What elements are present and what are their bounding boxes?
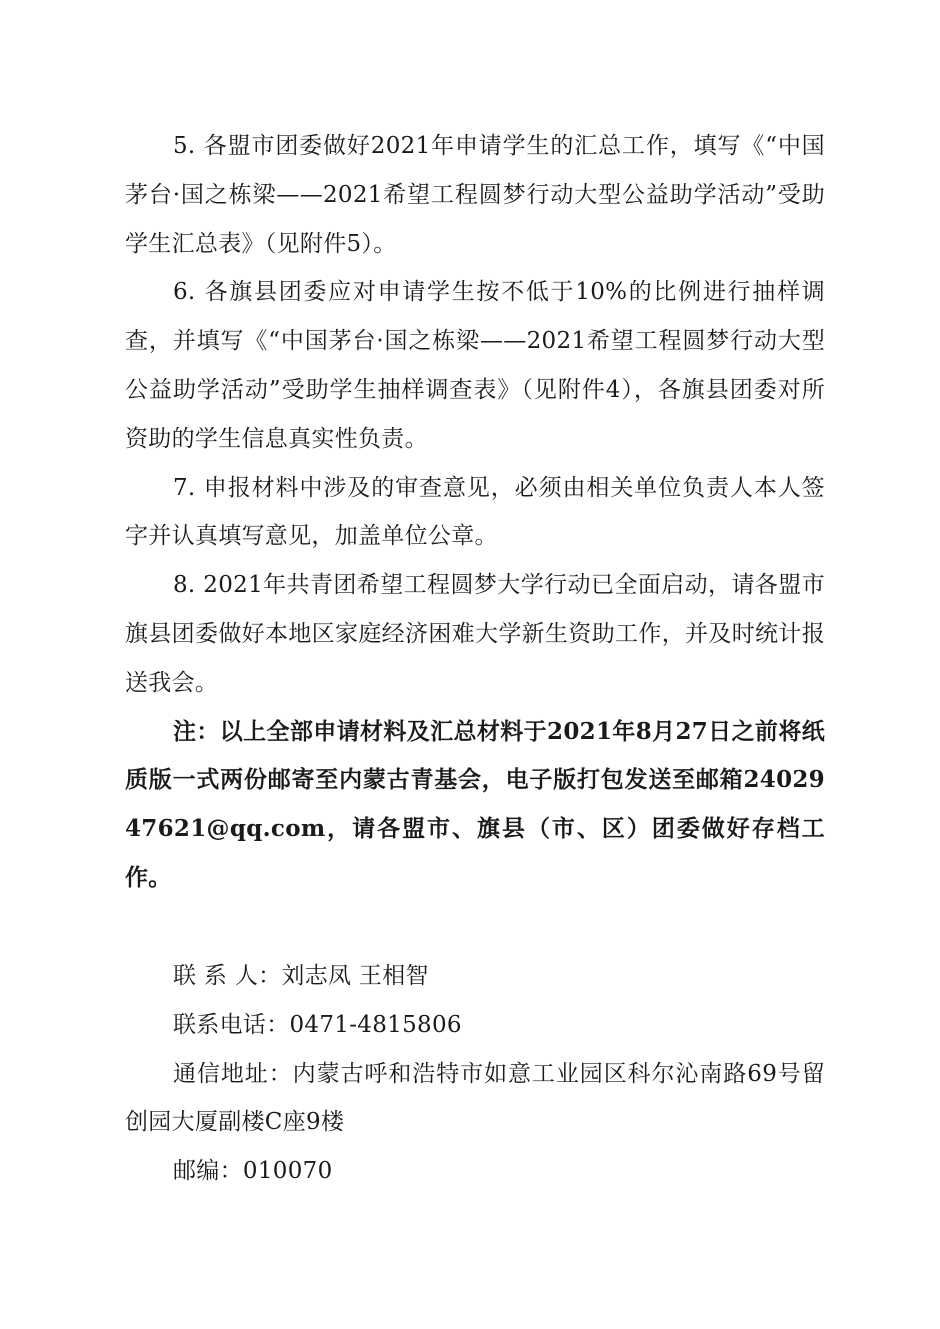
contact-phone: 联系电话：0471-4815806 bbox=[173, 1011, 462, 1038]
paragraph-item-7: 7. 申报材料中涉及的审查意见，必须由相关单位负责人本人签字并认真填写意见，加盖单位公章。 bbox=[125, 474, 825, 550]
contact-block bbox=[125, 952, 825, 1196]
paragraph-item-6: 6. 各旗县团委应对申请学生按不低于10%的比例进行抽样调查，并填写《“中国茅台·国之栋梁——2021希望工程圆梦行动大型公益助学活动”受助学生抽样调查表》（见附件4），各旗县团委对所资助的学生信息真实性负责。 bbox=[125, 279, 825, 452]
paragraph-item-5: 5. 各盟市团委做好2021年申请学生的汇总工作，填写《“中国茅台·国之栋梁——2021希望工程圆梦行动大型公益助学活动”受助学生汇总表》（见附件5）。 bbox=[125, 133, 825, 257]
submission-note: 注：以上全部申请材料及汇总材料于2021年8月27日之前将纸质版一式两份邮寄至内蒙古青基会，电子版打包发送至邮箱2402947621@qq.com，请各盟市、旗县（市、区）团委做好存档工作。 bbox=[125, 717, 825, 891]
contact-person: 联 系 人：刘志凤 王相智 bbox=[173, 963, 429, 989]
paragraph-item-8: 8. 2021年共青团希望工程圆梦大学行动已全面启动，请各盟市旗县团委做好本地区家庭经济困难大学新生资助工作，并及时统计报送我会。 bbox=[125, 572, 825, 696]
contact-postcode: 邮编：010070 bbox=[173, 1158, 333, 1185]
document-body bbox=[125, 122, 825, 903]
contact-address: 通信地址：内蒙古呼和浩特市如意工业园区科尔沁南路69号留创园大厦副楼C座9楼 bbox=[125, 1060, 825, 1136]
